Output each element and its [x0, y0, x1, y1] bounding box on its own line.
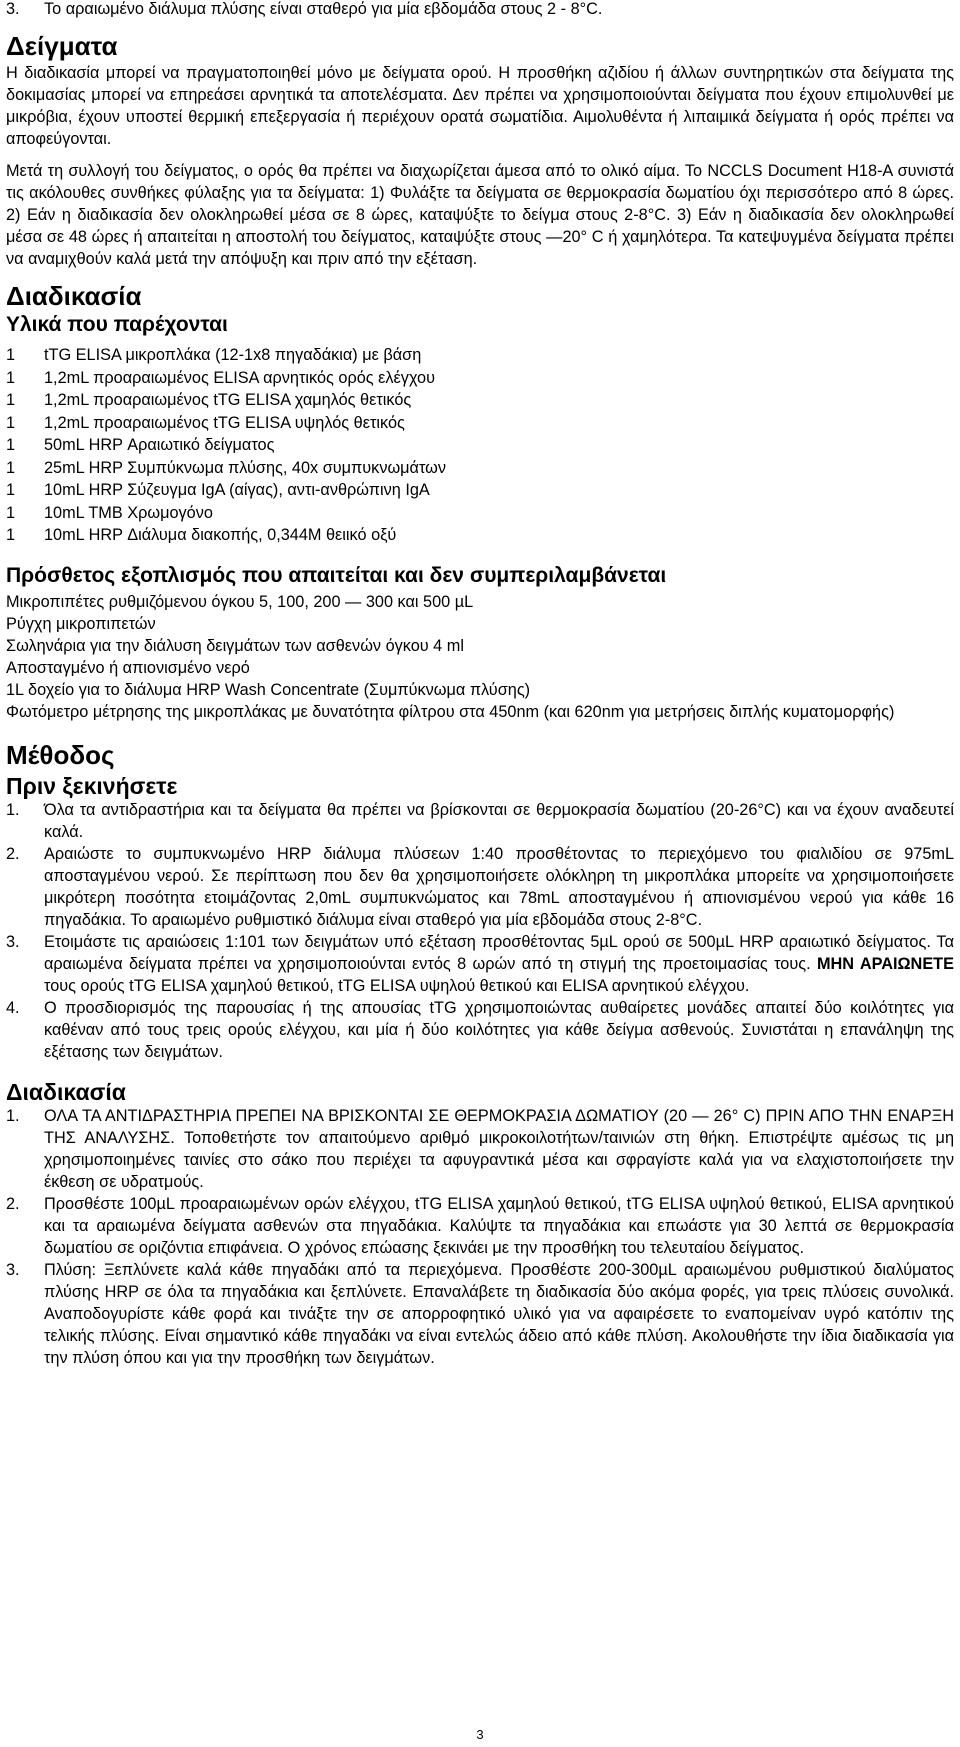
- list-number: 3.: [6, 0, 20, 18]
- list-item: Φωτόμετρο μέτρησης της μικροπλάκας με δυνατότητα φίλτρου στα 450nm (και 620nm για μετρήσεις διπλής κυματομορφής): [6, 702, 895, 721]
- list-item: 1 25mL HRP Συμπύκνωμα πλύσης, 40x συμπυκνωμάτων: [6, 458, 447, 477]
- before-start-list: [6, 799, 954, 1063]
- list-item: 2. Αραιώστε το συμπυκνωμένο HRP διάλυμα πλύσεων 1:40 προσθέτοντας το περιεχόμενο του φιαλιδίου σε 975mL αποσταγμένου νερού. Σε περίπτωση που δεν θα χρησιμοποιήσετε ολόκληρη τη μικροπλάκα μπορείτε να χρησιμοποιήσετε μικρότερη ποσότητα ετοιμάζοντας 2,0mL συμπυκνώματος και 78mL αποσταγμένου ή απιονισμένου νερού για κάθε 16 πηγαδάκια. Το αραιωμένο ρυθμιστικό διάλυμα είναι σταθερό για μία εβδομάδα στους 2-8°C.: [6, 844, 954, 929]
- list-item: 1. Όλα τα αντιδραστήρια και τα δείγματα θα πρέπει να βρίσκονται σε θερμοκρασία δωματίου (20-26°C) και να έχουν αναδευτεί καλά.: [6, 800, 954, 841]
- list-item: 1 tTG ELISA μικροπλάκα (12-1x8 πηγαδάκια) με βάση: [6, 346, 422, 364]
- warning-text: ΜΗΝ ΑΡΑΙΩΝΕΤΕ: [816, 954, 954, 973]
- list-item: Ρύγχη μικροπιπετών: [6, 614, 156, 633]
- additional-equipment-list: [6, 591, 954, 723]
- list-item: 1 1,2mL προαραιωμένος tTG ELISA χαμηλός θετικός: [6, 391, 412, 409]
- list-item: 3. Ετοιμάστε τις αραιώσεις 1:101 των δειγμάτων υπό εξέταση προσθέτοντας 5µL ορού σε 500µL HRP αραιωτικό δείγματος. Τα αραιωμένα δείγματα πρέπει να χρησιμοποιούνται εντός 8 ωρών από τη στιγμή της προετοιμασίας τους. ΜΗΝ ΑΡΑΙΩΝΕΤΕ τους ορούς tTG ELISA χαμηλού θετικού, tTG ELISA υψηλού θετικού και ELISA αρνητικού ελέγχου.: [6, 932, 954, 995]
- procedure-list: [6, 1105, 954, 1369]
- procedure-heading: Διαδικασία: [6, 1078, 126, 1105]
- samples-heading: Δείγματα: [6, 31, 118, 61]
- list-item: Αποσταγμένο ή απιονισμένο νερό: [6, 658, 250, 677]
- list-item: Μικροπιπέτες ρυθμιζόμενου όγκου 5, 100, 200 — 300 και 500 µL: [6, 592, 474, 611]
- list-item: 1 10mL HRP Διάλυμα διακοπής, 0,344M θειικό οξύ: [6, 526, 397, 544]
- list-item: 1 1,2mL προαραιωμένος ELISA αρνητικός ορός ελέγχου: [6, 368, 436, 387]
- list-item: 1 50mL HRP Αραιωτικό δείγματος: [6, 436, 275, 454]
- list-item: Σωληνάρια για την διάλυση δειγμάτων των ασθενών όγκου 4 ml: [6, 636, 464, 655]
- samples-paragraph-2: Μετά τη συλλογή του δείγματος, ο ορός θα πρέπει να διαχωρίζεται άμεσα από το ολικό αίμα. Το NCCLS Document H18-A συνιστά τις ακόλουθες συνθήκες φύλαξης για τα δείγματα: 1) Φυλάξτε τα δείγματα σε θερμοκρασία δωματίου όχι περισσότερο από 8 ώρες. 2) Εάν η διαδικασία δεν ολοκληρωθεί μέσα σε 8 ώρες, καταψύξτε το δείγμα στους 2-8°C. 3) Εάν η διαδικασία δεν ολοκληρωθεί μέσα σε 48 ώρες ή απαιτείται η αποστολή του δείγματος, καταψύξτε στους —20° C ή χαμηλότερα. Τα κατεψυγμένα δείγματα πρέπει να αναμιχθούν καλά μετά την απόψυξη και πριν από την εξέταση.: [6, 162, 954, 268]
- top-list-item: [6, 0, 954, 20]
- materials-heading: Υλικά που παρέχονται: [6, 313, 228, 336]
- samples-paragraph-1: Η διαδικασία μπορεί να πραγματοποιηθεί μόνο με δείγματα ορού. Η προσθήκη αζιδίου ή άλλων συντηρητικών στα δείγματα της δοκιμασίας μπορεί να επηρεάσει αρνητικά τα αποτελέσματα. Δεν πρέπει να χρησιμοποιούνται δείγματα που έχουν επιμολυνθεί με μικρόβια, έχουν υποστεί θερμική επεξεργασία ή περιέχουν ορατά σωματίδια. Αιμολυθέντα ή λιπαιμικά δείγματα ή ορός πρέπει να αποφεύγονται.: [6, 64, 954, 148]
- list-text: Το αραιωμένο διάλυμα πλύσης είναι σταθερό για μία εβδομάδα στους 2 - 8°C.: [44, 0, 603, 18]
- list-item: 1 10mL HRP Σύζευγμα IgA (αίγας), αντι-ανθρώπινη IgA: [6, 481, 430, 499]
- list-item: 2. Προσθέστε 100µL προαραιωμένων ορών ελέγχου, tTG ELISA χαμηλού θετικού, tTG ELISA υψηλού θετικού, ELISA αρνητικού και τα αραιωμένα δείγματα ασθενών στα πηγαδάκια. Καλύψτε τα πηγαδάκια και επωάστε για 30 λεπτά σε θερμοκρασία δωματίου σε οριζόντια επιφάνεια. Ο χρόνος επώασης ξεκινάει με την προσθήκη του τελευταίου δείγματος.: [6, 1194, 954, 1257]
- list-item: 3. Πλύση: Ξεπλύνετε καλά κάθε πηγαδάκι από τα περιεχόμενα. Προσθέστε 200-300µL αραιωμένου ρυθμιστικού διαλύματος πλύσης HRP σε όλα τα πηγαδάκια και ξεπλύνετε. Επαναλάβετε τη διαδικασία δύο ακόμα φορές, για τρεις πλύσεις συνολικά. Αναποδογυρίστε κάθε φορά και τινάξτε την σε απορροφητικό υλικό για να αφαιρέσετε το εναπομείναν υγρό κατόπιν της τελικής πλύσης. Είναι σημαντικό κάθε πηγαδάκι να είναι εντελώς άδειο από κάθε πλύση. Ακολουθήστε την ίδια διαδικασία για την πλύση όπου και για την προσθήκη των δειγμάτων.: [6, 1260, 954, 1367]
- list-item: 1 10mL TMB Χρωμογόνο: [6, 503, 213, 522]
- list-item: 1 1,2mL προαραιωμένος tTG ELISA υψηλός θετικός: [6, 413, 405, 432]
- list-item: 1. ΟΛΑ ΤΑ ΑΝΤΙΔΡΑΣΤΗΡΙΑ ΠΡΕΠΕΙ ΝΑ ΒΡΙΣΚΟΝΤΑΙ ΣΕ ΘΕΡΜΟΚΡΑΣΙΑ ΔΩΜΑΤΙΟΥ (20 — 26° C) ΠΡΙΝ ΑΠΟ ΤΗΝ ΕΝΑΡΞΗ ΤΗΣ ΑΝΑΛΥΣΗΣ. Τοποθετήστε τον απαιτούμενο αριθμό μικροκοιλοτήτων/ταινιών στη θήκη. Επιστρέψτε αμέσως τις μη χρησιμοποιημένες ταινίες στο σάκο που περιέχει τα αφυγραντικά μέσα και σφραγίστε καλά για να ελαχιστοποιήσετε την έκθεση σε υδρατμούς.: [6, 1106, 954, 1191]
- list-item: 1L δοχείο για το διάλυμα HRP Wash Concentrate (Συμπύκνωμα πλύσης): [6, 680, 531, 699]
- additional-equipment-heading: Πρόσθετος εξοπλισμός που απαιτείται και δεν συμπεριλαμβάνεται: [6, 563, 667, 587]
- method-heading: Μέθοδος: [6, 739, 115, 770]
- before-start-heading: Πριν ξεκινήσετε: [6, 772, 178, 799]
- materials-list: [6, 344, 954, 547]
- procedure-section-heading: Διαδικασία: [6, 281, 142, 311]
- page-number: 3: [476, 1727, 484, 1742]
- list-item: 4. Ο προσδιορισμός της παρουσίας ή της απουσίας tTG χρησιμοποιώντας αυθαίρετες μονάδες απαιτεί δύο κοιλότητες για καθέναν από τους τρεις ορούς ελέγχου, και μία ή δύο κοιλότητες για κάθε δείγμα ασθενούς. Συνιστάται η επανάληψη της εξέτασης των δειγμάτων.: [6, 998, 954, 1061]
